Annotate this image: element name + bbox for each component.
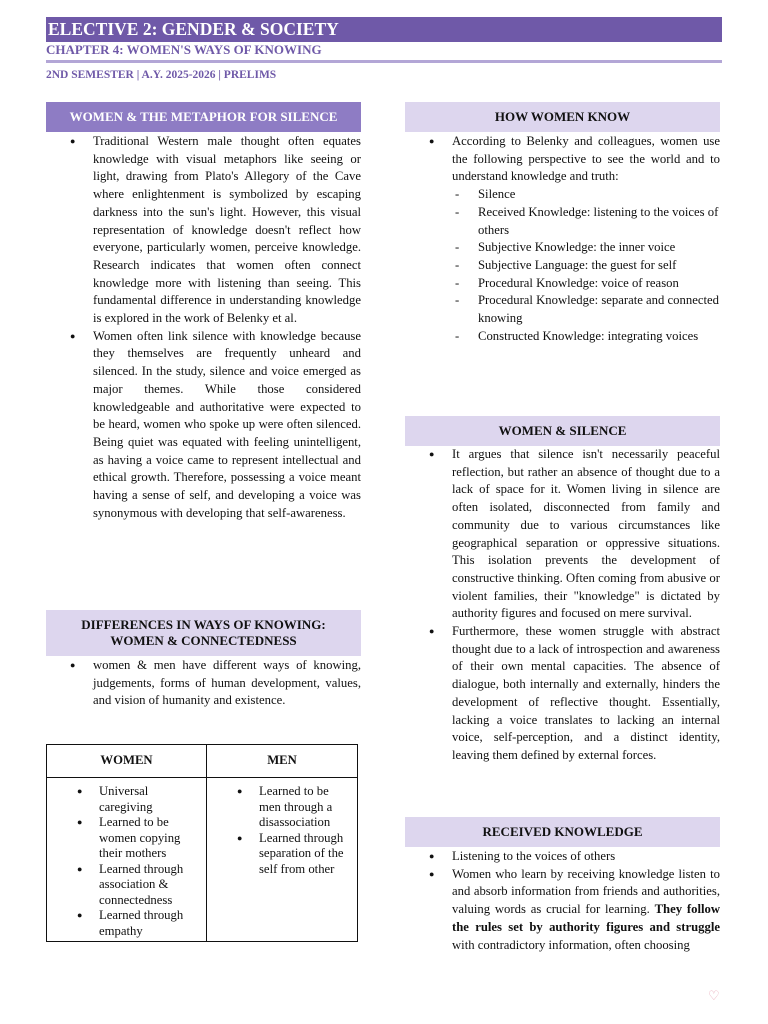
silence-bullet-2: ● Furthermore, these women struggle with abstract thought due to a lack of introspection and awareness of their own mental capacities. The absence of dialogue, both internally and externally, hinders the development of reflective thought. Essentially, lacking a voice translates to lacking an internal voice, self-perception, and a distinct identity, leaving them defined by external forces.: [405, 623, 720, 765]
perspective-item: - Constructed Knowledge: integrating voices: [452, 328, 720, 346]
header-divider: [46, 60, 722, 63]
received-bullet-2: [405, 866, 720, 955]
differences-bullet-1: ● women & men have different ways of knowing, judgements, forms of human development, values, and vision of humanity and existence.: [46, 657, 361, 710]
received-knowledge-section: [405, 848, 720, 954]
women-item: ● Universal caregiving: [47, 784, 202, 815]
metaphor-bullet-2: ● Women often link silence with knowledge because they themselves are frequently unheard and silenced. In the study, silence and voice emerged as major themes. While those considered knowledgeable and authoritative were expected to be heard, women who spoke up were often silenced. Being quiet was equated with feeling unintelligent, as having a voice came to represent intellectual and ethical growth. Therefore, possessing a voice meant having a sense of self, and developing a voice was synonymous with developing that self-awareness.: [46, 328, 361, 523]
perspective-item: - Procedural Knowledge: separate and connected knowing: [452, 292, 720, 327]
women-item: ● Learned to be women copying their mothers: [47, 815, 202, 862]
semester-line: 2ND SEMESTER | A.Y. 2025-2026 | PRELIMS: [46, 69, 277, 81]
differences-heading: [46, 610, 361, 656]
how-women-know-heading: HOW WOMEN KNOW: [405, 102, 720, 132]
perspective-item: - Subjective Language: the guest for self: [452, 257, 720, 275]
metaphor-bullet-1: ● Traditional Western male thought often equates knowledge with visual metaphors like seeing or light, drawing from Plato's Allegory of the Cave where enlightenment is symbolized by escaping darkness into the sun's light. However, this visual representation of knowledge doesn't reflect how everyone, particularly women, perceive knowledge. Research indicates that women often connect knowledge more with listening than seeing. This fundamental difference in understanding knowledge is explored in the work of Belenky et al.: [46, 133, 361, 328]
differences-section: [46, 657, 361, 710]
women-item: ● Learned through association & connectedness: [47, 862, 202, 909]
received-bullet-2-end: with contradictory information, often choosing: [452, 937, 690, 952]
received-bullet-2-start: Women who learn by receiving knowledge listen to and absorb information from friends and authorities, valuing words as crucial for learning.: [452, 866, 720, 917]
metaphor-heading: WOMEN & THE METAPHOR FOR SILENCE: [46, 102, 361, 132]
perspective-item: - Procedural Knowledge: voice of reason: [452, 275, 720, 293]
women-column-header: WOMEN: [47, 745, 207, 778]
chapter-title: CHAPTER 4: WOMEN'S WAYS OF KNOWING: [46, 42, 322, 57]
perspectives-list: [452, 186, 720, 345]
men-item: ● Learned through separation of the self from other: [207, 831, 353, 878]
document-title: ELECTIVE 2: GENDER & SOCIETY: [46, 17, 722, 42]
heart-icon: ♡: [708, 988, 720, 1003]
how-women-know-bullet: [405, 133, 720, 345]
women-silence-heading: WOMEN & SILENCE: [405, 416, 720, 446]
differences-heading-line1: DIFFERENCES IN WAYS OF KNOWING:: [81, 617, 326, 632]
women-silence-section: [405, 446, 720, 765]
men-column: [207, 778, 358, 942]
how-women-know-section: [405, 133, 720, 345]
perspective-item: - Received Knowledge: listening to the voices of others: [452, 204, 720, 239]
men-column-header: MEN: [207, 745, 358, 778]
silence-bullet-1: ● It argues that silence isn't necessarily peaceful reflection, but rather an absence of thought due to a lack of space for it. Women living in silence are often isolated, disconnected from family and community due to various circumstances like geographical separation or oppressive situations. This isolation prevents the development of constructive thinking. Often coming from abusive or violent families, their "knowledge" is dictated by authority figures and focused on mere survival.: [405, 446, 720, 623]
men-item: ● Learned to be men through a disassociation: [207, 784, 353, 831]
perspective-item: - Silence: [452, 186, 720, 204]
differences-heading-line2: WOMEN & CONNECTEDNESS: [110, 633, 297, 648]
metaphor-section: [46, 133, 361, 522]
received-bullet-1: ● Listening to the voices of others: [405, 848, 720, 866]
women-item: ● Learned through empathy: [47, 908, 202, 939]
received-knowledge-heading: RECEIVED KNOWLEDGE: [405, 817, 720, 847]
comparison-table: [46, 744, 358, 942]
how-intro-text: According to Belenky and colleagues, women use the following perspective to see the world and to understand knowledge and truth:: [452, 134, 720, 184]
perspective-item: - Subjective Knowledge: the inner voice: [452, 239, 720, 257]
received-bullet-2-bold: They follow the rules set by authority figures and struggle: [452, 902, 720, 934]
women-column: [47, 778, 207, 942]
